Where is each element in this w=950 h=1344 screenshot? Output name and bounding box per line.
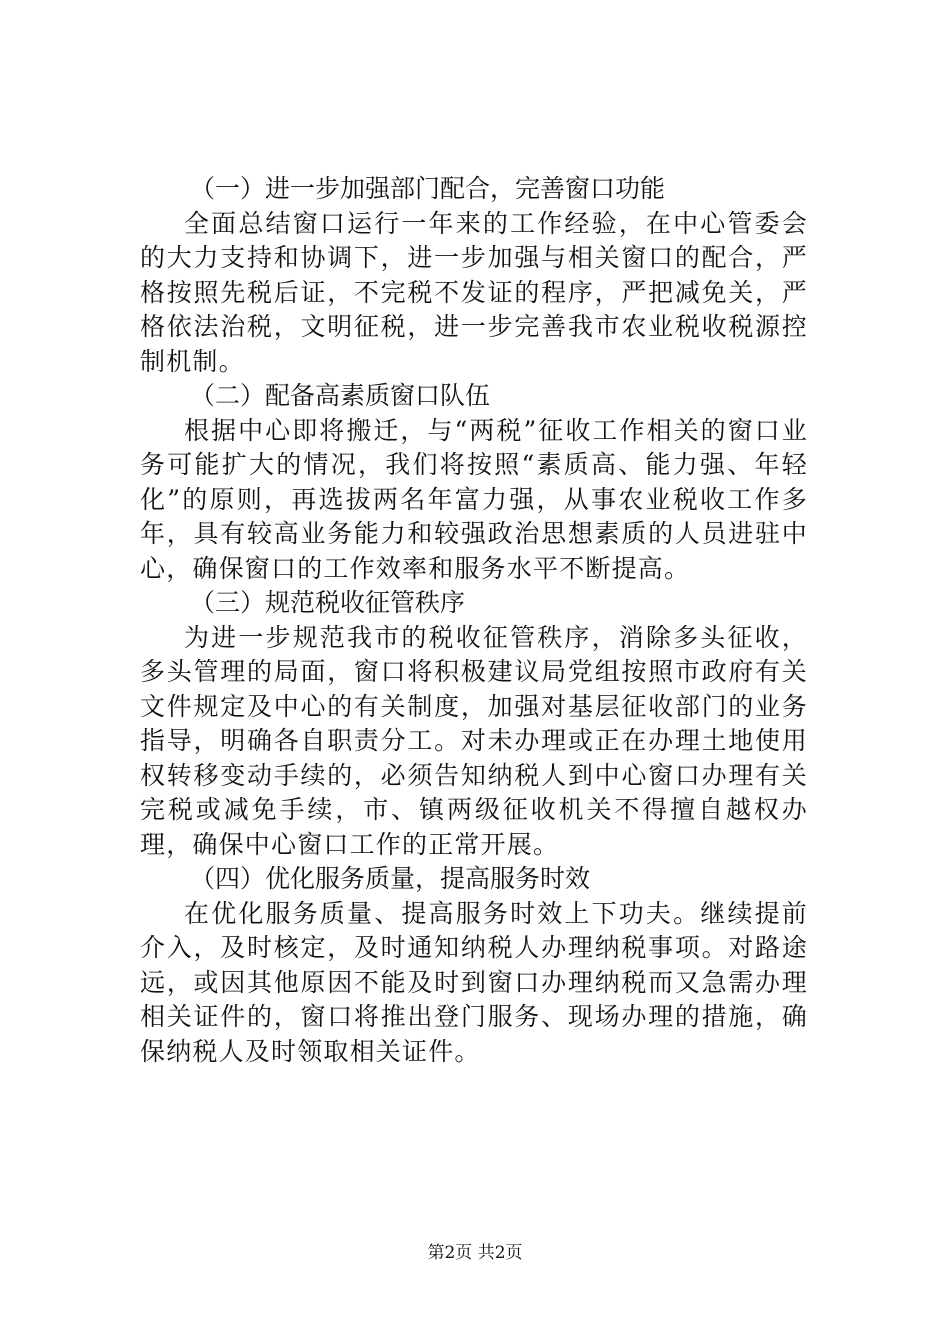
document-body	[140, 172, 808, 1069]
section-heading: （二）配备高素质窗口队伍	[190, 381, 491, 410]
section-paragraph: 根据中心即将搬迁，与“两税”征收工作相关的窗口业务可能扩大的情况，我们将按照“素质高、能力强、年轻化”的原则，再选拔两名年富力强，从事农业税收工作多年，具有较高业务能力和较强政治思想素质的人员进驻中心，确保窗口的工作效率和服务水平不断提高。	[140, 415, 808, 583]
section-heading: （三）规范税收征管秩序	[190, 588, 466, 617]
page-number: 第2页 共2页	[427, 1243, 523, 1263]
section-4	[140, 862, 808, 1069]
section-paragraph: 在优化服务质量、提高服务时效上下功夫。继续提前介入，及时核定，及时通知纳税人办理纳税事项。对路途远，或因其他原因不能及时到窗口办理纳税而又急需办理相关证件的，窗口将推出登门服务、现场办理的措施，确保纳税人及时领取相关证件。	[140, 898, 808, 1066]
section-paragraph: 全面总结窗口运行一年来的工作经验，在中心管委会的大力支持和协调下，进一步加强与相关窗口的配合，严格按照先税后证，不完税不发证的程序，严把减免关，严格依法治税，文明征税，进一步完善我市农业税收税源控制机制。	[140, 208, 808, 376]
section-3	[140, 586, 808, 862]
page-footer	[0, 1242, 950, 1264]
section-heading: （四）优化服务质量，提高服务时效	[190, 864, 591, 893]
section-paragraph: 为进一步规范我市的税收征管秩序，消除多头征收，多头管理的局面，窗口将积极建议局党组按照市政府有关文件规定及中心的有关制度，加强对基层征收部门的业务指导，明确各自职责分工。对未办理或正在办理土地使用权转移变动手续的，必须告知纳税人到中心窗口办理有关完税或减免手续，市、镇两级征收机关不得擅自越权办理，确保中心窗口工作的正常开展。	[140, 622, 808, 859]
section-1	[140, 172, 808, 379]
section-heading: （一）进一步加强部门配合，完善窗口功能	[190, 174, 666, 203]
section-2	[140, 379, 808, 586]
